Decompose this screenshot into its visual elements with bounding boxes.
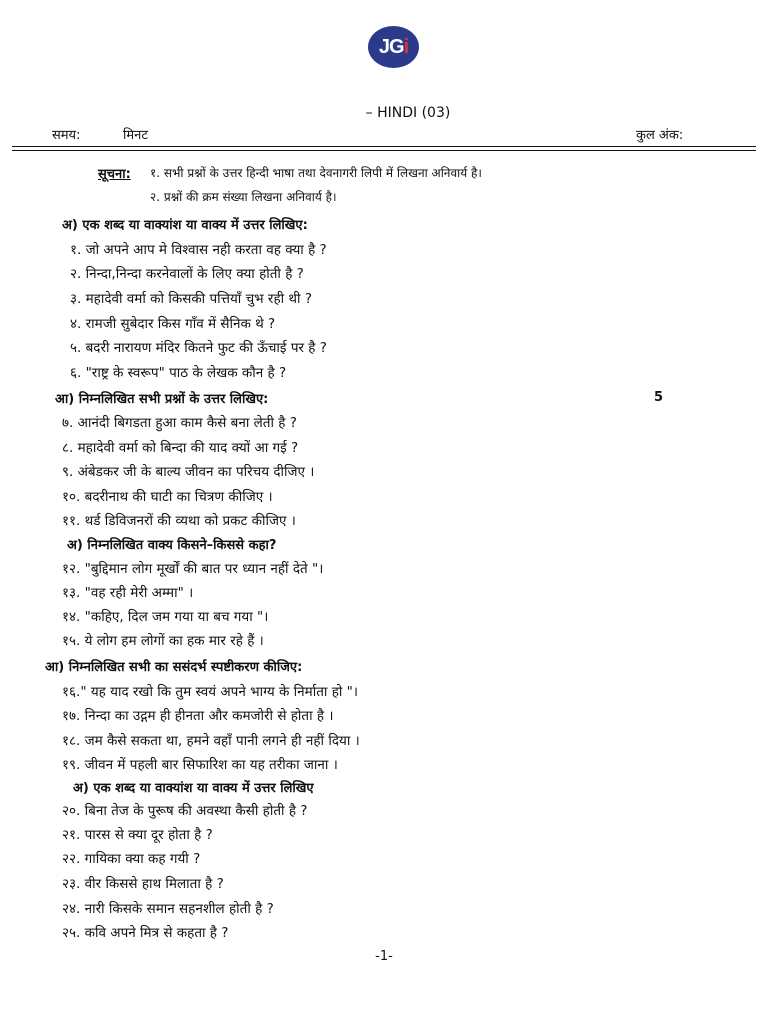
instruction-1: १. सभी प्रश्नों के उत्तर हिन्दी भाषा तथा देवनागरी लिपी में लिखना अनिवार्य है। xyxy=(150,166,482,180)
instructions-label: सूचना: xyxy=(98,167,131,182)
section-heading-2: आ) निम्नलिखित सभी प्रश्नों के उत्तर लिखिए: xyxy=(55,392,269,407)
time-unit: मिनट xyxy=(123,128,148,143)
question-12: १२. "बुद्दिमान लोग मूर्खों की बात पर ध्यान नहीं देते "। xyxy=(62,561,324,577)
question-18: १८. जम कैसे सकता था, हमने वहाँ पानी लगने ही नहीं दिया । xyxy=(62,733,360,749)
section-heading-4: आ) निम्नलिखित सभी का ससंदर्भ स्पष्टीकरण कीजिए: xyxy=(45,660,303,675)
question-5: ५. बदरी नारायण मंदिर कितने फुट की ऊँचाई पर है ? xyxy=(70,340,327,356)
question-13: १३. "वह रही मेरी अम्मा" । xyxy=(62,585,194,601)
question-19: १९. जीवन में पहली बार सिफारिश का यह तरीका जाना । xyxy=(62,757,338,773)
question-24: २४. नारी किसके समान सहनशील होती है ? xyxy=(62,901,274,917)
question-2: २. निन्दा,निन्दा करनेवालों के लिए क्या होती है ? xyxy=(70,266,304,282)
question-23: २३. वीर किससे हाथ मिलाता है ? xyxy=(62,876,224,892)
question-7: ७. आनंदी बिगडता हुआ काम कैसे बना लेती है ? xyxy=(62,415,297,431)
question-20: २०. बिना तेज के पुरूष की अवस्था कैसी होती है ? xyxy=(62,803,308,819)
time-label: समय: xyxy=(52,128,81,143)
question-25: २५. कवि अपने मित्र से कहता है ? xyxy=(62,925,229,941)
question-11: ११. थर्ड डिविजनरों की व्यथा को प्रकट कीजिए । xyxy=(62,513,296,529)
question-17: १७. निन्दा का उद्गम ही हीनता और कमजोरी से होता है । xyxy=(62,708,334,724)
section-heading-3: अ) निम्नलिखित वाक्य किसने–किससे कहा? xyxy=(67,538,277,553)
exam-title: – HINDI (03) xyxy=(365,105,451,121)
question-22: २२. गायिका क्या कह गयी ? xyxy=(62,851,201,867)
section-2-marks: 5 xyxy=(654,390,664,405)
question-3: ३. महादेवी वर्मा को किसकी पत्तियाँ चुभ रही थी ? xyxy=(70,291,312,307)
question-10: १०. बदरीनाथ की घाटी का चित्रण कीजिए । xyxy=(62,489,273,505)
header-rule-bottom xyxy=(12,150,756,151)
question-6: ६. "राष्ट्र के स्वरूप" पाठ के लेखक कौन है ? xyxy=(70,365,287,381)
question-15: १५. ये लोग हम लोगों का हक मार रहे हैं । xyxy=(62,633,264,649)
header-rule-top xyxy=(12,146,756,147)
question-14: १४. "कहिए, दिल जम गया या बच गया "। xyxy=(62,609,269,625)
question-1: १. जो अपने आप मे विश्वास नही करता वह क्या है ? xyxy=(70,242,327,258)
question-4: ४. रामजी सुबेदार किस गाँव में सैनिक थे ? xyxy=(70,316,276,332)
section-heading-1: अ) एक शब्द या वाक्यांश या वाक्य में उत्तर लिखिए: xyxy=(62,218,308,233)
question-21: २१. पारस से क्या दूर होता है ? xyxy=(62,827,213,843)
question-16: १६." यह याद रखो कि तुम स्वयं अपने भाग्य के निर्माता हो "। xyxy=(62,684,359,700)
question-8: ८. महादेवी वर्मा को बिन्दा की याद क्यों आ गई ? xyxy=(62,440,299,456)
total-marks-label: कुल अंक: xyxy=(636,128,684,143)
jgi-logo: JG i xyxy=(368,26,419,68)
instruction-2: २. प्रश्नों की क्रम संख्या लिखना अनिवार्य है। xyxy=(150,190,337,204)
question-9: ९. अंबेडकर जी के बाल्य जीवन का परिचय दीजिए । xyxy=(62,464,315,480)
page-number: -1- xyxy=(375,949,393,964)
section-heading-5: अ) एक शब्द या वाक्यांश या वाक्य में उत्तर लिखिए xyxy=(73,781,314,796)
